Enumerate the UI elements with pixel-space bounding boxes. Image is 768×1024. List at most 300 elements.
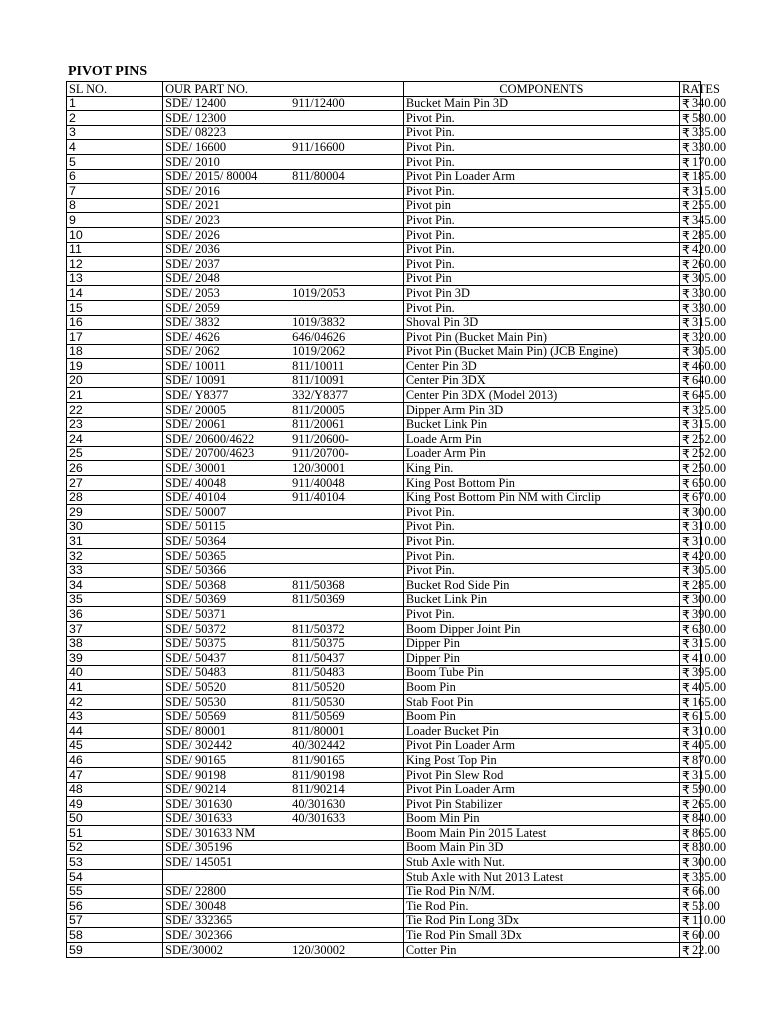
sl-no-cell: 16: [67, 315, 163, 330]
component-cell: Pivot Pin.: [403, 213, 679, 228]
table-row: [67, 271, 701, 286]
rupee-icon: ₹: [679, 578, 689, 593]
part-no-cell: SDE/ 50366: [163, 563, 291, 578]
rupee-icon: ₹: [679, 125, 689, 140]
part-no-cell: SDE/ 10011: [163, 359, 291, 374]
rate-cell: 640.00: [691, 373, 727, 388]
sl-no-cell: 13: [67, 271, 163, 286]
rate-cell: 330.00: [691, 139, 727, 154]
table-row: [67, 753, 701, 768]
rate-cell: 165.00: [691, 694, 727, 709]
table-row: [67, 592, 701, 607]
rate-cell: 300.00: [691, 855, 727, 870]
rate-cell: 265.00: [691, 796, 727, 811]
sl-no-cell: 29: [67, 505, 163, 520]
table-row: [67, 461, 701, 476]
table-row: [67, 913, 701, 928]
alt-part-no-cell: [290, 563, 403, 578]
alt-part-no-cell: 646/04626: [290, 330, 403, 345]
rate-cell: 830.00: [691, 840, 727, 855]
table-row: [67, 738, 701, 753]
sl-no-cell: 58: [67, 928, 163, 943]
rate-cell: 252.00: [691, 431, 727, 446]
alt-part-no-cell: 120/30001: [290, 461, 403, 476]
component-cell: Pivot Pin.: [403, 111, 679, 126]
table-row: [67, 476, 701, 491]
rate-cell: 170.00: [691, 154, 727, 169]
component-cell: Pivot Pin.: [403, 125, 679, 140]
rate-cell: 650.00: [691, 475, 727, 490]
rate-cell: 410.00: [691, 650, 727, 665]
alt-part-no-cell: [290, 125, 403, 140]
table-row: [67, 184, 701, 199]
header-part-no: OUR PART NO.: [163, 82, 291, 97]
sl-no-cell: 7: [67, 184, 163, 199]
sl-no-cell: 17: [67, 330, 163, 345]
sl-no-cell: 25: [67, 446, 163, 461]
alt-part-no-cell: 811/20061: [290, 417, 403, 432]
rate-cell: 285.00: [691, 577, 727, 592]
sl-no-cell: 21: [67, 388, 163, 403]
rupee-icon: ₹: [679, 840, 689, 855]
table-row: [67, 154, 701, 169]
alt-part-no-cell: 911/40048: [290, 476, 403, 491]
rate-cell: 420.00: [691, 548, 727, 563]
component-cell: King Pin.: [403, 461, 679, 476]
part-no-cell: SDE/ 2053: [163, 286, 291, 301]
price-table: [66, 81, 727, 958]
rupee-icon: ₹: [679, 461, 689, 476]
sl-no-cell: 30: [67, 519, 163, 534]
rupee-icon: ₹: [679, 680, 689, 695]
component-cell: Pivot Pin.: [403, 563, 679, 578]
alt-part-no-cell: 811/90165: [290, 753, 403, 768]
alt-part-no-cell: [290, 505, 403, 520]
rupee-icon: ₹: [679, 709, 689, 724]
component-cell: Pivot Pin Loader Arm: [403, 782, 679, 797]
rate-cell: 645.00: [691, 388, 727, 403]
sl-no-cell: 55: [67, 884, 163, 899]
rupee-icon: ₹: [679, 111, 689, 126]
rupee-icon: ₹: [679, 563, 689, 578]
alt-part-no-cell: [290, 534, 403, 549]
table-row: [67, 315, 701, 330]
part-no-cell: SDE/ 90165: [163, 753, 291, 768]
part-no-cell: SDE/ 50530: [163, 694, 291, 709]
alt-part-no-cell: [290, 213, 403, 228]
rupee-icon: ₹: [679, 213, 689, 228]
component-cell: Pivot Pin.: [403, 607, 679, 622]
rupee-icon: ₹: [679, 271, 689, 286]
alt-part-no-cell: [290, 154, 403, 169]
sl-no-cell: 22: [67, 403, 163, 418]
rupee-icon: ₹: [679, 169, 689, 184]
table-row: [67, 826, 701, 841]
table-row: [67, 840, 701, 855]
component-cell: Pivot Pin.: [403, 300, 679, 315]
rate-cell: 315.00: [691, 315, 727, 330]
part-no-cell: SDE/ 2010: [163, 154, 291, 169]
rupee-icon: ₹: [679, 154, 689, 169]
part-no-cell: SDE/ 30001: [163, 461, 291, 476]
part-no-cell: SDE/ 22800: [163, 884, 291, 899]
alt-part-no-cell: 811/50483: [290, 665, 403, 680]
rupee-icon: ₹: [679, 651, 689, 666]
component-cell: Boom Pin: [403, 680, 679, 695]
header-rates: RATES: [679, 82, 700, 97]
alt-part-no-cell: 911/20600-: [290, 432, 403, 447]
component-cell: Boom Main Pin 3D: [403, 840, 679, 855]
rate-cell: 260.00: [691, 256, 727, 271]
table-row: [67, 169, 701, 184]
rate-cell: 405.00: [691, 738, 727, 753]
rate-cell: 315.00: [691, 767, 727, 782]
rupee-icon: ₹: [679, 184, 689, 199]
part-no-cell: SDE/ 4626: [163, 330, 291, 345]
sl-no-cell: 5: [67, 154, 163, 169]
component-cell: Tie Rod Pin Small 3Dx: [403, 928, 679, 943]
component-cell: Pivot Pin.: [403, 154, 679, 169]
table-row: [67, 373, 701, 388]
alt-part-no-cell: [290, 227, 403, 242]
table-row: [67, 928, 701, 943]
alt-part-no-cell: 811/50530: [290, 694, 403, 709]
alt-part-no-cell: 811/10091: [290, 373, 403, 388]
alt-part-no-cell: 1019/2053: [290, 286, 403, 301]
rupee-icon: ₹: [679, 286, 689, 301]
rupee-icon: ₹: [679, 928, 689, 943]
alt-part-no-cell: 811/50368: [290, 578, 403, 593]
sl-no-cell: 47: [67, 767, 163, 782]
component-cell: Dipper Arm Pin 3D: [403, 403, 679, 418]
part-no-cell: SDE/ 50520: [163, 680, 291, 695]
rupee-icon: ₹: [679, 476, 689, 491]
rupee-icon: ₹: [679, 505, 689, 520]
component-cell: Pivot Pin 3D: [403, 286, 679, 301]
sl-no-cell: 50: [67, 811, 163, 826]
table-row: [67, 884, 701, 899]
table-row: [67, 286, 701, 301]
rate-cell: 305.00: [691, 344, 727, 359]
component-cell: Center Pin 3DX: [403, 373, 679, 388]
table-row: [67, 125, 701, 140]
rate-cell: 300.00: [691, 592, 727, 607]
sl-no-cell: 19: [67, 359, 163, 374]
rate-cell: 670.00: [691, 490, 727, 505]
component-cell: Cotter Pin: [403, 943, 679, 958]
component-cell: Bucket Link Pin: [403, 417, 679, 432]
sl-no-cell: 41: [67, 680, 163, 695]
table-row: [67, 388, 701, 403]
rate-cell: 110.00: [691, 913, 726, 928]
rate-cell: 580.00: [691, 110, 727, 125]
component-cell: Boom Dipper Joint Pin: [403, 621, 679, 636]
table-row: [67, 563, 701, 578]
rupee-icon: ₹: [679, 738, 689, 753]
rate-cell: 320.00: [691, 329, 727, 344]
table-row: [67, 870, 701, 885]
rupee-icon: ₹: [679, 607, 689, 622]
table-row: [67, 344, 701, 359]
alt-part-no-cell: [290, 884, 403, 899]
component-cell: Pivot Pin Stabilizer: [403, 797, 679, 812]
part-no-cell: SDE/ 80001: [163, 724, 291, 739]
alt-part-no-cell: 811/50569: [290, 709, 403, 724]
rupee-icon: ₹: [679, 140, 689, 155]
rupee-icon: ₹: [679, 913, 689, 928]
component-cell: Stub Axle with Nut 2013 Latest: [403, 870, 679, 885]
part-no-cell: SDE/30002: [163, 943, 291, 958]
alt-part-no-cell: [290, 242, 403, 257]
table-row: [67, 490, 701, 505]
rupee-icon: ₹: [679, 432, 689, 447]
rate-cell: 310.00: [691, 723, 727, 738]
rate-cell: 390.00: [691, 606, 727, 621]
component-cell: Pivot pin: [403, 198, 679, 213]
table-row: [67, 811, 701, 826]
part-no-cell: SDE/ 301633: [163, 811, 291, 826]
table-row: [67, 694, 701, 709]
rupee-icon: ₹: [679, 636, 689, 651]
component-cell: Tie Rod Pin N/M.: [403, 884, 679, 899]
rate-cell: 870.00: [691, 752, 727, 767]
component-cell: Pivot Pin Loader Arm: [403, 169, 679, 184]
rate-cell: 590.00: [691, 782, 727, 797]
alt-part-no-cell: 40/301630: [290, 797, 403, 812]
alt-part-no-cell: [290, 271, 403, 286]
rupee-icon: ₹: [679, 198, 689, 213]
table-row: [67, 709, 701, 724]
alt-part-no-cell: [290, 607, 403, 622]
rate-cell: 310.00: [691, 534, 727, 548]
component-cell: Pivot Pin.: [403, 505, 679, 520]
sl-no-cell: 4: [67, 140, 163, 155]
alt-part-no-cell: [290, 257, 403, 272]
rupee-icon: ₹: [679, 330, 689, 345]
rupee-icon: ₹: [679, 592, 689, 607]
component-cell: Dipper Pin: [403, 651, 679, 666]
alt-part-no-cell: [290, 549, 403, 564]
rate-cell: 252.00: [691, 446, 727, 461]
rupee-icon: ₹: [679, 753, 689, 768]
sl-no-cell: 40: [67, 665, 163, 680]
sl-no-cell: 3: [67, 125, 163, 140]
component-cell: Pivot Pin.: [403, 549, 679, 564]
part-no-cell: SDE/ 305196: [163, 840, 291, 855]
sl-no-cell: 56: [67, 899, 163, 914]
alt-part-no-cell: [290, 111, 403, 126]
component-cell: Pivot Pin.: [403, 227, 679, 242]
table-row: [67, 227, 701, 242]
component-cell: Pivot Pin (Bucket Main Pin) (JCB Engine): [403, 344, 679, 359]
part-no-cell: SDE/ 40048: [163, 476, 291, 491]
sl-no-cell: 24: [67, 432, 163, 447]
alt-part-no-cell: 811/90214: [290, 782, 403, 797]
part-no-cell: SDE/ 2015/ 80004: [163, 169, 291, 184]
alt-part-no-cell: 911/40104: [290, 490, 403, 505]
sl-no-cell: 6: [67, 169, 163, 184]
table-row: [67, 943, 701, 958]
alt-part-no-cell: 911/16600: [290, 140, 403, 155]
part-no-cell: SDE/ 50369: [163, 592, 291, 607]
part-no-cell: SDE/ 20005: [163, 403, 291, 418]
sl-no-cell: 54: [67, 870, 163, 885]
rate-cell: 405.00: [691, 679, 727, 694]
sl-no-cell: 15: [67, 300, 163, 315]
rupee-icon: ₹: [679, 359, 689, 374]
rupee-icon: ₹: [679, 417, 689, 432]
rate-cell: 315.00: [691, 183, 727, 198]
sl-no-cell: 14: [67, 286, 163, 301]
part-no-cell: SDE/ Y8377: [163, 388, 291, 403]
rate-cell: 185.00: [691, 169, 727, 184]
alt-part-no-cell: 332/Y8377: [290, 388, 403, 403]
alt-part-no-cell: 811/50437: [290, 651, 403, 666]
rupee-icon: ₹: [679, 446, 689, 461]
part-no-cell: SDE/ 08223: [163, 125, 291, 140]
table-row: [67, 213, 701, 228]
part-no-cell: SDE/ 50364: [163, 534, 291, 549]
sl-no-cell: 28: [67, 490, 163, 505]
part-no-cell: SDE/ 50569: [163, 709, 291, 724]
rate-cell: 340.00: [691, 96, 727, 111]
table-row: [67, 855, 701, 870]
table-row: [67, 446, 701, 461]
sl-no-cell: 23: [67, 417, 163, 432]
table-row: [67, 403, 701, 418]
component-cell: Pivot Pin.: [403, 242, 679, 257]
table-row: [67, 432, 701, 447]
alt-part-no-cell: 811/20005: [290, 403, 403, 418]
alt-part-no-cell: [290, 855, 403, 870]
component-cell: Shoval Pin 3D: [403, 315, 679, 330]
sl-no-cell: 38: [67, 636, 163, 651]
alt-part-no-cell: 1019/2062: [290, 344, 403, 359]
table-row: [67, 665, 701, 680]
component-cell: Center Pin 3DX (Model 2013): [403, 388, 679, 403]
component-cell: Dipper Pin: [403, 636, 679, 651]
table-row: [67, 300, 701, 315]
sl-no-cell: 42: [67, 694, 163, 709]
rupee-icon: ₹: [679, 549, 689, 564]
header-sl-no: SL NO.: [67, 82, 163, 97]
rate-cell: 345.00: [691, 212, 727, 227]
rate-cell: 335.00: [691, 125, 727, 140]
part-no-cell: SDE/ 50483: [163, 665, 291, 680]
rate-cell: 330.00: [691, 300, 727, 315]
component-cell: Stab Foot Pin: [403, 694, 679, 709]
rupee-icon: ₹: [679, 797, 689, 812]
rupee-icon: ₹: [679, 519, 689, 534]
part-no-cell: SDE/ 301633 NM: [163, 826, 291, 841]
sl-no-cell: 48: [67, 782, 163, 797]
table-row: [67, 651, 701, 666]
part-no-cell: SDE/ 145051: [163, 855, 291, 870]
rate-cell: 22.00: [691, 942, 720, 957]
alt-part-no-cell: 811/80004: [290, 169, 403, 184]
part-no-cell: SDE/ 50365: [163, 549, 291, 564]
part-no-cell: SDE/ 2062: [163, 344, 291, 359]
alt-part-no-cell: 811/50520: [290, 680, 403, 695]
part-no-cell: SDE/ 40104: [163, 490, 291, 505]
component-cell: Loader Bucket Pin: [403, 724, 679, 739]
rupee-icon: ₹: [679, 403, 689, 418]
alt-part-no-cell: [290, 870, 403, 885]
table-row: [67, 636, 701, 651]
part-no-cell: SDE/ 50375: [163, 636, 291, 651]
part-no-cell: SDE/ 332365: [163, 913, 291, 928]
page-title: PIVOT PINS: [68, 64, 148, 79]
sl-no-cell: 32: [67, 549, 163, 564]
rate-cell: 250.00: [691, 461, 727, 476]
rupee-icon: ₹: [679, 490, 689, 505]
sl-no-cell: 44: [67, 724, 163, 739]
table-row: [67, 767, 701, 782]
rupee-icon: ₹: [679, 373, 689, 388]
table-row: [67, 257, 701, 272]
component-cell: Bucket Rod Side Pin: [403, 578, 679, 593]
part-no-cell: SDE/ 2016: [163, 184, 291, 199]
rupee-icon: ₹: [679, 899, 689, 914]
sl-no-cell: 1: [67, 96, 163, 111]
component-cell: Bucket Link Pin: [403, 592, 679, 607]
component-cell: Pivot Pin Slew Rod: [403, 767, 679, 782]
part-no-cell: SDE/ 30048: [163, 899, 291, 914]
sl-no-cell: 26: [67, 461, 163, 476]
sl-no-cell: 11: [67, 242, 163, 257]
table-row: [67, 549, 701, 564]
rate-cell: 315.00: [691, 417, 727, 432]
part-no-cell: [163, 870, 291, 885]
sl-no-cell: 31: [67, 534, 163, 549]
sl-no-cell: 51: [67, 826, 163, 841]
part-no-cell: SDE/ 2026: [163, 227, 291, 242]
alt-part-no-cell: 811/50375: [290, 636, 403, 651]
rate-cell: 66.00: [691, 884, 720, 899]
alt-part-no-cell: 911/12400: [290, 96, 403, 111]
rate-cell: 325.00: [691, 402, 727, 417]
alt-part-no-cell: 811/50372: [290, 621, 403, 636]
part-no-cell: SDE/ 50372: [163, 621, 291, 636]
component-cell: Pivot Pin (Bucket Main Pin): [403, 330, 679, 345]
component-cell: Boom Tube Pin: [403, 665, 679, 680]
alt-part-no-cell: [290, 198, 403, 213]
table-row: [67, 607, 701, 622]
part-no-cell: SDE/ 20061: [163, 417, 291, 432]
rate-cell: 395.00: [691, 665, 727, 680]
sl-no-cell: 35: [67, 592, 163, 607]
sl-no-cell: 52: [67, 840, 163, 855]
sl-no-cell: 18: [67, 344, 163, 359]
header-components: COMPONENTS: [403, 82, 679, 97]
rate-cell: 330.00: [691, 285, 727, 300]
part-no-cell: SDE/ 50115: [163, 519, 291, 534]
part-no-cell: SDE/ 12300: [163, 111, 291, 126]
table-row: [67, 519, 701, 534]
alt-part-no-cell: [290, 300, 403, 315]
sl-no-cell: 34: [67, 578, 163, 593]
alt-part-no-cell: [290, 184, 403, 199]
part-no-cell: SDE/ 2021: [163, 198, 291, 213]
alt-part-no-cell: 811/90198: [290, 767, 403, 782]
rupee-icon: ₹: [679, 782, 689, 797]
rupee-icon: ₹: [679, 884, 689, 899]
rupee-icon: ₹: [679, 300, 689, 315]
alt-part-no-cell: [290, 840, 403, 855]
alt-part-no-cell: 811/50369: [290, 592, 403, 607]
sl-no-cell: 8: [67, 198, 163, 213]
table-row: [67, 578, 701, 593]
